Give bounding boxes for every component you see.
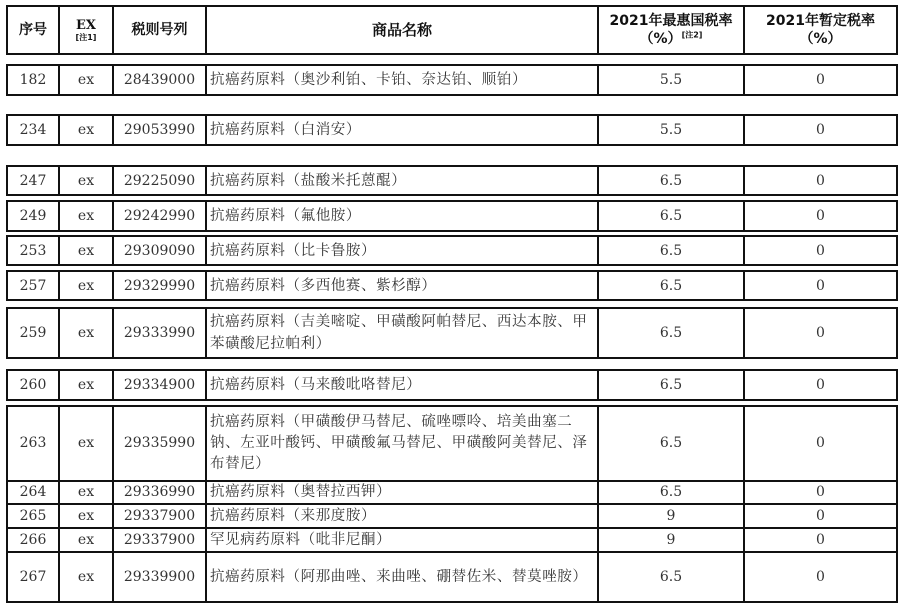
cell-temp-rate: 0 — [744, 528, 897, 552]
cell-mfn-rate: 5.5 — [598, 65, 744, 95]
cell-code: 29334900 — [113, 370, 206, 400]
cell-mfn-rate: 6.5 — [598, 201, 744, 231]
header-mfn-line2-wrap — [601, 30, 741, 48]
cell-index: 249 — [7, 201, 59, 231]
table-row — [6, 270, 898, 301]
cell-name: 抗癌药原料（阿那曲唑、来曲唑、硼替佐米、替莫唑胺） — [206, 552, 598, 602]
cell-ex: ex — [59, 201, 113, 231]
cell-name: 罕见病药原料（吡非尼酮） — [206, 528, 598, 552]
header-mfn-line1: 2021年最惠国税率 — [609, 13, 733, 29]
table-row — [6, 307, 898, 359]
cell-name: 抗癌药原料（奥沙利铂、卡铂、奈达铂、顺铂） — [206, 65, 598, 95]
table-row — [7, 504, 897, 528]
cell-code: 29337900 — [113, 504, 206, 528]
cell-temp-rate: 0 — [744, 406, 897, 481]
header-code: 税则号列 — [113, 6, 206, 54]
cell-name: 抗癌药原料（白消安） — [206, 115, 598, 145]
cell-temp-rate: 0 — [744, 166, 897, 195]
cell-temp-rate: 0 — [744, 65, 897, 95]
cell-code: 29336990 — [113, 481, 206, 504]
cell-temp-rate: 0 — [744, 271, 897, 300]
cell-name: 抗癌药原料（奥替拉西钾） — [206, 481, 598, 504]
table-row — [7, 528, 897, 552]
cell-mfn-rate: 9 — [598, 504, 744, 528]
table-row — [6, 114, 898, 146]
table-header — [6, 5, 898, 55]
header-index: 序号 — [7, 6, 59, 54]
cell-ex: ex — [59, 308, 113, 358]
header-mfn-note: [注2] — [681, 30, 703, 40]
cell-ex: ex — [59, 481, 113, 504]
cell-name: 抗癌药原料（盐酸米托蒽醌） — [206, 166, 598, 195]
header-temp-line2: （%） — [799, 31, 842, 47]
table-row — [7, 481, 897, 504]
cell-temp-rate: 0 — [744, 481, 897, 504]
cell-index: 253 — [7, 236, 59, 265]
table-row — [6, 165, 898, 196]
cell-ex: ex — [59, 115, 113, 145]
cell-ex: ex — [59, 552, 113, 602]
cell-ex: ex — [59, 236, 113, 265]
cell-temp-rate: 0 — [744, 115, 897, 145]
cell-temp-rate: 0 — [744, 370, 897, 400]
cell-ex: ex — [59, 65, 113, 95]
cell-name: 抗癌药原料（马来酸吡咯替尼） — [206, 370, 598, 400]
cell-name: 抗癌药原料（比卡鲁胺） — [206, 236, 598, 265]
cell-index: 265 — [7, 504, 59, 528]
cell-index: 266 — [7, 528, 59, 552]
cell-mfn-rate: 6.5 — [598, 166, 744, 195]
cell-name: 抗癌药原料（多西他赛、紫杉醇） — [206, 271, 598, 300]
table-row — [6, 235, 898, 266]
cell-temp-rate: 0 — [744, 308, 897, 358]
header-temp-line1: 2021年暂定税率 — [766, 13, 875, 29]
cell-ex: ex — [59, 370, 113, 400]
cell-code: 29309090 — [113, 236, 206, 265]
header-temp-rate — [744, 6, 897, 54]
cell-temp-rate: 0 — [744, 552, 897, 602]
cell-name: 抗癌药原料（氟他胺） — [206, 201, 598, 231]
header-ex-note: [注1] — [75, 32, 97, 42]
cell-code: 29329990 — [113, 271, 206, 300]
cell-index: 259 — [7, 308, 59, 358]
cell-temp-rate: 0 — [744, 236, 897, 265]
cell-code: 29053990 — [113, 115, 206, 145]
cell-mfn-rate: 9 — [598, 528, 744, 552]
cell-index: 264 — [7, 481, 59, 504]
header-ex — [59, 6, 113, 54]
cell-ex: ex — [59, 406, 113, 481]
cell-index: 260 — [7, 370, 59, 400]
cell-mfn-rate: 6.5 — [598, 552, 744, 602]
cell-code: 29337900 — [113, 528, 206, 552]
cell-code: 29225090 — [113, 166, 206, 195]
cell-code: 29242990 — [113, 201, 206, 231]
table-row — [6, 200, 898, 232]
cell-ex: ex — [59, 166, 113, 195]
table-row — [7, 406, 897, 481]
cell-mfn-rate: 6.5 — [598, 370, 744, 400]
cell-index: 263 — [7, 406, 59, 481]
cell-index: 234 — [7, 115, 59, 145]
cell-ex: ex — [59, 504, 113, 528]
cell-mfn-rate: 6.5 — [598, 406, 744, 481]
cell-ex: ex — [59, 528, 113, 552]
cell-temp-rate: 0 — [744, 504, 897, 528]
cell-name: 抗癌药原料（甲磺酸伊马替尼、硫唑嘌呤、培美曲塞二钠、左亚叶酸钙、甲磺酸氟马替尼、甲磺酸阿美替尼、泽布替尼） — [206, 406, 598, 481]
cell-mfn-rate: 5.5 — [598, 115, 744, 145]
table-row — [7, 552, 897, 602]
cell-code: 28439000 — [113, 65, 206, 95]
header-ex-label: EX — [76, 17, 96, 33]
cell-index: 247 — [7, 166, 59, 195]
cell-code: 29333990 — [113, 308, 206, 358]
cell-code: 29339900 — [113, 552, 206, 602]
cell-temp-rate: 0 — [744, 201, 897, 231]
cell-mfn-rate: 6.5 — [598, 236, 744, 265]
cell-name: 抗癌药原料（吉美嘧啶、甲磺酸阿帕替尼、西达本胺、甲苯磺酸尼拉帕利） — [206, 308, 598, 358]
table-row — [6, 64, 898, 96]
table-row — [6, 369, 898, 401]
header-mfn-line2: （%） — [639, 31, 682, 47]
cell-code: 29335990 — [113, 406, 206, 481]
table-block — [6, 405, 898, 603]
cell-index: 267 — [7, 552, 59, 602]
cell-index: 182 — [7, 65, 59, 95]
cell-mfn-rate: 6.5 — [598, 481, 744, 504]
header-mfn-rate — [598, 6, 744, 54]
cell-name: 抗癌药原料（来那度胺） — [206, 504, 598, 528]
cell-mfn-rate: 6.5 — [598, 271, 744, 300]
cell-ex: ex — [59, 271, 113, 300]
cell-mfn-rate: 6.5 — [598, 308, 744, 358]
cell-index: 257 — [7, 271, 59, 300]
header-name: 商品名称 — [206, 6, 598, 54]
